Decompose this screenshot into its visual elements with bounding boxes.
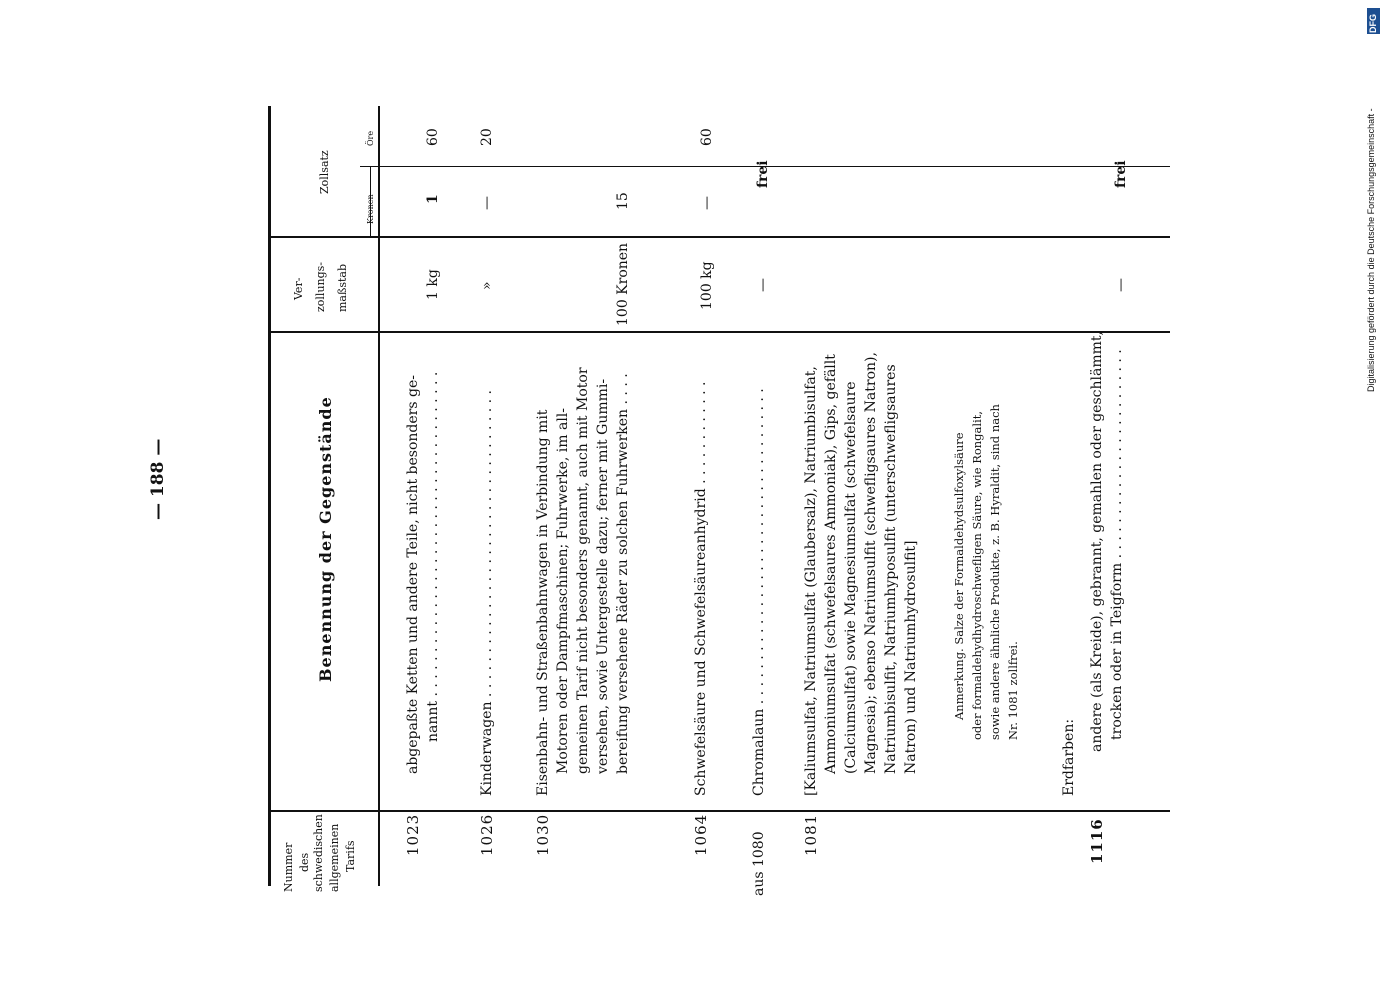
col-rule-name: [270, 331, 1170, 333]
row-oere: 20: [479, 128, 495, 146]
row-text: [Kaliumsulfat, Natriumsulfat (Glaubersalz), Natriumbisulfat,: [803, 366, 819, 796]
row-oere: 60: [699, 128, 715, 146]
row-measure: 100 Kronen: [615, 242, 631, 326]
row-kronen: frei: [1113, 160, 1129, 188]
note-line: oder formaldehydhydroschwefligen Säure, wie Rongalit,: [970, 410, 984, 740]
row-measure: —: [1113, 278, 1129, 292]
row-text: gemeinen Tarif nicht besonders genannt, auch mit Motor: [575, 367, 591, 774]
row-text: Ammoniumsulfat (schwefelsaures Ammoniak), Gips, gefällt: [823, 354, 839, 774]
row-measure: »: [479, 281, 495, 290]
row-kronen: —: [699, 196, 715, 210]
row-text: Kinderwagen . . . . . . . . . . . . . . . . . . . . . . . . . . . . . . . . . . .: [479, 390, 495, 796]
row-kronen: —: [479, 196, 495, 210]
section-heading: Erdfarben:: [1061, 718, 1077, 796]
note-line: Anmerkung. Salze der Formaldehydsulfoxylsäure: [952, 432, 966, 720]
row-text: nannt . . . . . . . . . . . . . . . . . . . . . . . . . . . . . . . . . . . . .: [425, 371, 441, 742]
note-line: Nr. 1081 zollfrei.: [1006, 641, 1020, 740]
row-text: versehen, sowie Untergestelle dazu; ferner mit Gummi-: [595, 378, 611, 774]
row-oere: 60: [425, 128, 441, 146]
row-number: 1026: [478, 813, 496, 856]
side-credit: Digitalisierung gefördert durch die Deutsche Forschungsgemeinschaft -: [1366, 108, 1376, 392]
row-kronen: 1: [425, 194, 441, 204]
header-oere: Öre: [366, 130, 375, 146]
row-number: 1030: [534, 813, 552, 856]
row-text: bereifung versehene Räder zu solchen Fuhrwerken . . . .: [615, 373, 631, 774]
col-rule-measure: [270, 236, 1170, 238]
header-name: Benennung der Gegenstände: [316, 396, 335, 682]
header-bottom-rule: [378, 106, 380, 886]
row-measure: 1 kg: [425, 269, 441, 300]
dfg-logo: DFG: [1367, 8, 1380, 34]
note-line: sowie andere ähnliche Produkte, z. B. Hyraldit, sind nach: [988, 404, 1002, 740]
row-text: Schwefelsäure und Schwefelsäureanhydrid . . . . . . . . . . . .: [693, 381, 709, 796]
col-rule-number: [270, 810, 1170, 812]
row-text: Magnesia); ebenso Natriumsulfit (schwefligsaures Natron),: [863, 352, 879, 774]
row-number: aus 1080: [751, 831, 767, 896]
row-text: trocken oder in Teigform . . . . . . . . . . . . . . . . . . . . . . . .: [1109, 349, 1125, 740]
row-number: 1023: [404, 813, 422, 856]
row-text: abgepaßte Ketten und andere Teile, nicht besonders ge-: [405, 375, 421, 774]
row-text: Chromalaun . . . . . . . . . . . . . . . . . . . . . . . . . . . . . . . . . . . .: [751, 388, 767, 796]
row-text: Eisenbahn- und Straßenbahnwagen in Verbindung mit: [535, 409, 551, 796]
row-kronen: 15: [615, 192, 631, 210]
row-number: 1064: [692, 813, 710, 856]
row-measure: 100 kg: [699, 261, 715, 310]
row-text: Motoren oder Dampfmaschinen; Fuhrwerke, im all-: [555, 407, 571, 774]
row-text: Natriumbisulfit, Natriumhyposulfit (unterschwefligsaures: [883, 364, 899, 774]
row-measure: —: [755, 278, 771, 292]
row-kronen: frei: [755, 160, 771, 188]
row-number: 1116: [1088, 818, 1106, 864]
header-rate: Zollsatz: [318, 150, 331, 194]
row-number: 1081: [802, 813, 820, 856]
header-kronen: Kronen: [366, 194, 375, 224]
row-text: (Calciumsulfat) sowie Magnesiumsulfat (schwefelsaure: [843, 381, 859, 774]
row-text: Natron) und Natriumhydrosulfit]: [903, 540, 919, 774]
row-text: andere (als Kreide), gebrannt, gemahlen oder geschlämmt,: [1089, 331, 1105, 752]
scanned-page: — 188 — Digitalisierung gefördert durch die Deutsche Forschungsgemeinschaft - DFG Nummer des schwedischen allgemeinen Tarifs Benennung der Gegenstände Ver- zollungs- maßstab Zollsatz Kronen Öre 1023 abgepaßte Ketten und andere Teile, nicht besonders ge- nannt . . . . . . . . . . . . . . . . . . . . . . . . . . . . . . . . . . . . . 1 kg 1 60 1026 Kinderwagen . . . . . . . . . . . . . . . . . . . . . . . . . . . . . . . . . . . » — 20 1030 Eisenbahn- und Straßenbahnwagen in Verbindung mit Motoren oder Dampfmaschinen; Fuhrwerke, im all- gemeinen Tarif nicht besonders genannt, auch mit Motor versehen, sowie Untergestelle dazu; ferner mit Gummi- bereifung versehene Räder zu solchen Fuhrwerken . . . . 100 Kronen 15 1064 Schwefelsäure und Schwefelsäureanhydrid . . . . . . . . . . . . 100 kg — 60 aus 1080 Chromalaun . . . . . . . . . . . . . . . . . . . . . . . . . . . . . . . . . . . . — frei 1081 [Kaliumsulfat, Natriumsulfat (Glaubersalz), Natriumbisulfat, Ammoniumsulfat (schwefelsaures Ammoniak), Gips, gefällt (Calciumsulfat) sowie Magnesiumsulfat (schwefelsaure Magnesia); ebenso Natriumsulfit (schwefligsaures Natron), Natriumbisulfit, Natriumhyposulfit (unterschwefligsaures Natron) und Natriumhydrosulfit] Anmerkung. Salze der Formaldehydsulfoxylsäure oder formaldehydhydroschwefligen Säure, wie Rongalit, sowie andere ähnliche Produkte, z. B. Hyraldit, sind nach Nr. 1081 zollfrei. Erdfarben: 1116 andere (als Kreide), gebrannt, gemahlen oder geschlämmt, trocken oder in Teigform . . . . . . . . . . . . . . . . . . . . . . . . — frei: [0, 0, 1383, 1000]
table-top-rule: [268, 106, 271, 886]
page-number: — 188 —: [148, 438, 168, 520]
